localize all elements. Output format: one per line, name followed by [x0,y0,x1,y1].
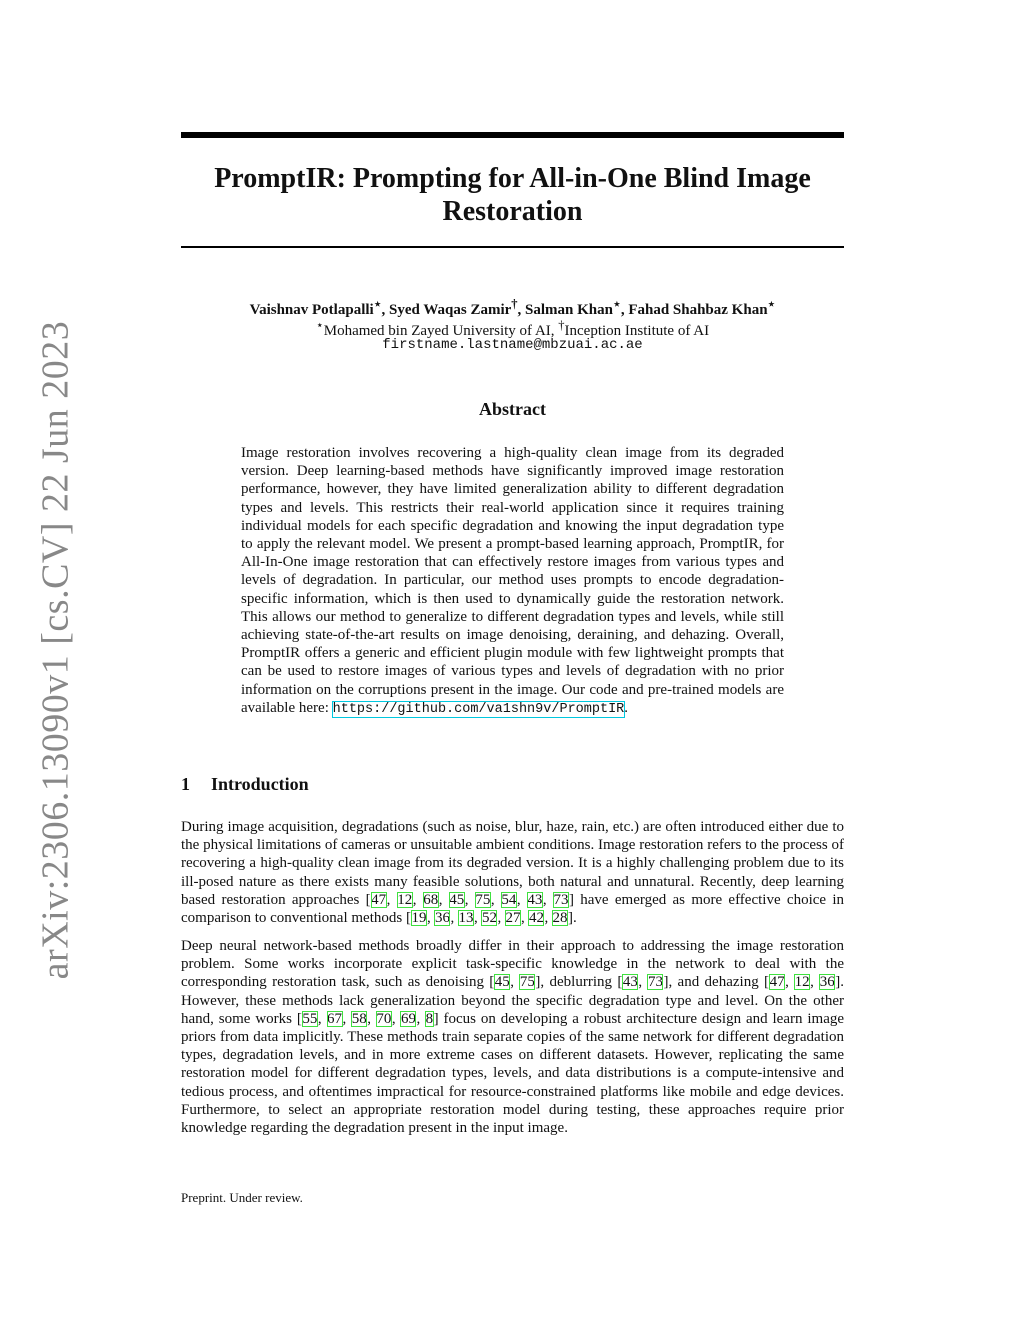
abstract-heading: Abstract [479,399,546,419]
citation[interactable]: 12 [397,891,413,908]
citation[interactable]: 36 [434,910,450,927]
footnote-preprint: Preprint. Under review. [181,1190,303,1205]
citation[interactable]: 28 [552,910,568,927]
affiliation-mark: ⋆ [315,318,324,332]
citation[interactable]: 58 [351,1010,367,1027]
author-email: firstname.lastname@mbzuai.ac.ae [382,337,643,353]
abstract-text: Image restoration involves recovering a high-quality clean image from its degraded version. Deep learning-based methods have significantly improved image restoration performance, however, they have limited generalization ability to different degradation types and levels. This restricts their real-world application since it requires training individual models for each specific degradation and knowing the input degradation type to apply the relevant model. We present a prompt-based learning approach, PromptIR, for All-In-One image restoration that can effectively restore images from various types and levels of degradation. In particular, our method uses prompts to encode degradation-specific information, which is then used to dynamically guide the restoration network. This allows our method to generalize to different degradation types and levels, while still achieving state-of-the-art results on image denoising, deraining, and dehazing. Overall, PromptIR offers a generic and efficient plugin module with few lightweight prompts that can be used to restore images of various types and levels of degradation with no prior information on the corruptions present in the image. Our code and pre-trained models are available here: [241,445,784,716]
author-mark: † [511,297,518,311]
citation[interactable]: 70 [376,1010,392,1027]
citation[interactable]: 68 [423,891,439,908]
citation[interactable]: 13 [458,910,474,927]
citation[interactable]: 75 [519,974,535,991]
citation[interactable]: 75 [475,891,491,908]
intro-paragraph-1: During image acquisition, degradations (such as noise, blur, haze, rain, etc.) are often introduced either due to the physical limitations of cameras or unsuitable ambient conditions. Image restoration refers to the process of recovering a high-quality clean image from its degraded version. It is a highly challenging problem due to its ill-posed nature as there exists many feasible solutions, both natural and unnatural. Recently, deep learning based restoration approaches [47, 12, 68, 45, 75, 54, 43, 73] have emerged as more effective choice in comparison to conventional methods [19, 36, 13, 52, 27, 42, 28]. [181,819,845,927]
paragraph-text: ]. However, these methods lack generalization beyond the specific degradation type and level. On the other hand, some works [ [181,974,845,1027]
paragraph-text: ], and dehazing [ [663,974,770,991]
citation[interactable]: 8 [425,1010,434,1027]
citation[interactable]: 27 [505,910,521,927]
citation[interactable]: 47 [769,974,785,991]
section-number: 1 [181,774,190,794]
citation[interactable]: 43 [622,974,638,991]
citation[interactable]: 12 [794,974,810,991]
citation[interactable]: 45 [494,974,510,991]
abstract-body [241,444,784,719]
author-mark: ⋆ [373,297,382,311]
affiliation-mark: † [558,318,565,332]
paragraph-text: ]. [567,910,577,927]
citation[interactable]: 45 [449,891,465,908]
author-name: Syed Waqas Zamir [389,302,512,318]
arxiv-watermark [28,320,83,980]
title-top-rule [181,132,844,138]
paragraph-text: ], deblurring [ [535,974,623,991]
citation[interactable]: 73 [647,974,663,991]
citation[interactable]: 19 [411,910,427,927]
paper-title: PromptIR: Prompting for All-in-One Blind Image Restoration [214,163,811,227]
author-name: Salman Khan [525,302,613,318]
affiliation-1: Mohamed bin Zayed University of AI, [323,323,559,339]
citation[interactable]: 42 [528,910,544,927]
paragraph-text: During image acquisition, degradations (such as noise, blur, haze, rain, etc.) are often introduced either due to the physical limitations of cameras or unsuitable ambient conditions. Image restoration refers to the process of recovering a high-quality clean image from its degraded version. It is a highly challenging problem due to its ill-posed nature as there exists many feasible solutions, both natural and unnatural. Recently, deep learning based restoration approaches [ [181,819,844,908]
title-bottom-rule [181,246,844,248]
citation[interactable]: 54 [501,891,517,908]
affiliation-2: Inception Institute of AI [564,323,710,339]
citation[interactable]: 47 [371,891,387,908]
paragraph-text: ] have emerged as more effective choice in comparison to conventional methods [ [181,891,845,927]
paragraph-text: Deep neural network-based methods broadly differ in their approach to addressing the image restoration problem. Some works incorporate explicit task-specific knowledge in the network to deal with the corresponding restoration task, such as denoising [ [181,938,844,991]
citation[interactable]: 36 [819,974,835,991]
arxiv-id: arXiv:2306.13090v1 [cs.CV] 22 Jun 2023 [34,320,77,980]
author-name: Vaishnav Potlapalli [249,302,374,318]
citation[interactable]: 43 [527,891,543,908]
paragraph-text: ] focus on developing a robust architecture design and learn image priors from data implicitly. These methods train separate copies of the same network for different degradation types, degradation levels, and in more extreme cases on different datasets. However, replicating the same restoration model for different degradation types, levels, and data distributions is a compute-intensive and tedious process, and oftentimes impractical for resource-constrained platforms like mobile and edge devices. Furthermore, to select an appropriate restoration model during testing, these approaches require prior knowledge regarding the degradation present in the input image. [181,1010,845,1137]
author-list: Vaishnav Potlapalli⋆, Syed Waqas Zamir†, Salman Khan⋆, Fahad Shahbaz Khan⋆ [249,297,776,318]
author-mark: ⋆ [767,297,776,311]
citation[interactable]: 55 [302,1010,318,1027]
code-link[interactable]: https://github.com/va1shn9v/PromptIR [332,701,625,717]
author-name: Fahad Shahbaz Khan [628,302,768,318]
abstract-end: . [624,699,629,716]
section-title: Introduction [211,774,309,794]
citation[interactable]: 52 [481,910,497,927]
intro-paragraph-2: Deep neural network-based methods broadly differ in their approach to addressing the image restoration problem. Some works incorporate explicit task-specific knowledge in the network to deal with the corresponding restoration task, such as denoising [45, 75], deblurring [43, 73], and dehazing [47, 12, 36]. However, these methods lack generalization beyond the specific degradation type and level. On the other hand, some works [55, 67, 58, 70, 69, 8] focus on developing a robust architecture design and learn image priors from data implicitly. These methods train separate copies of the same network for different degradation types, degradation levels, and in more extreme cases on different datasets. However, replicating the same restoration model for different degradation types, levels, and data distributions is a compute-intensive and tedious process, and oftentimes impractical for resource-constrained platforms like mobile and edge devices. Furthermore, to select an appropriate restoration model during testing, these approaches require prior knowledge regarding the degradation present in the input image. [181,938,845,1137]
citation[interactable]: 73 [553,891,569,908]
citation[interactable]: 69 [400,1010,416,1027]
author-mark: ⋆ [612,297,621,311]
section-heading [181,774,844,795]
citation[interactable]: 67 [327,1010,343,1027]
